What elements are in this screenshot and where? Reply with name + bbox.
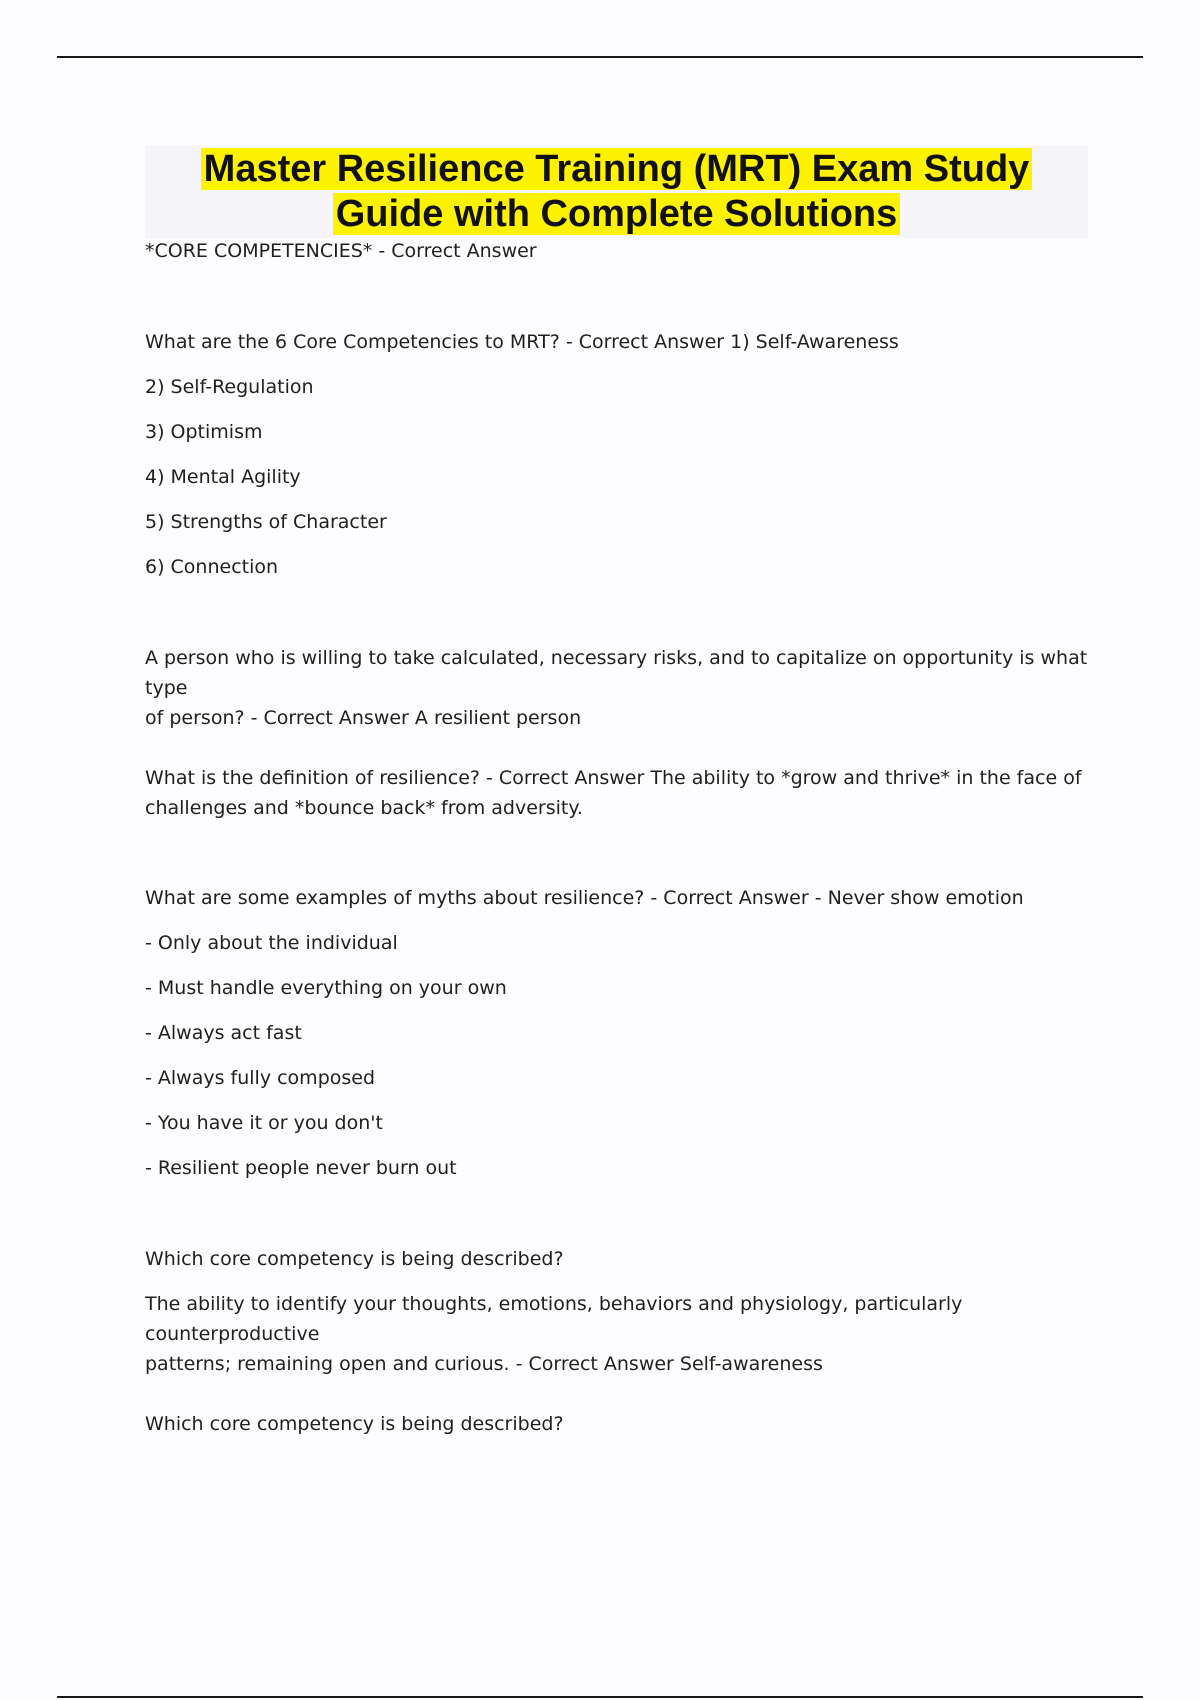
- question-self-awareness: [145, 1289, 1090, 1375]
- question-line: of person? - Correct Answer A resilient person: [145, 707, 582, 729]
- question-line: The ability to identify your thoughts, emotions, behaviors and physiology, particularly counterproductive: [145, 1293, 963, 1345]
- section-header: *CORE COMPETENCIES* - Correct Answer: [145, 240, 537, 262]
- question-line: challenges and *bounce back* from adversity.: [145, 797, 583, 819]
- header-rule: [57, 56, 1143, 58]
- list-item: - You have it or you don't: [145, 1112, 383, 1134]
- page-title: [145, 146, 1088, 237]
- list-item: 5) Strengths of Character: [145, 511, 387, 533]
- question-resilient-person: [145, 643, 1090, 729]
- title-line-1: Master Resilience Training (MRT) Exam Study: [201, 148, 1033, 190]
- question-prompt: Which core competency is being described?: [145, 1248, 564, 1270]
- list-item: 3) Optimism: [145, 421, 263, 443]
- question-line: A person who is willing to take calculated, necessary risks, and to capitalize on opportunity is what type: [145, 647, 1088, 699]
- title-line-2: Guide with Complete Solutions: [333, 193, 901, 235]
- question-line: What is the definition of resilience? - Correct Answer The ability to *grow and thrive* in the face of: [145, 767, 1082, 789]
- question-definition-resilience: [145, 763, 1090, 837]
- list-item: 6) Connection: [145, 556, 279, 578]
- list-item: 4) Mental Agility: [145, 466, 301, 488]
- footer-rule: [57, 1696, 1143, 1698]
- question-core-competencies: What are the 6 Core Competencies to MRT? - Correct Answer 1) Self-Awareness: [145, 331, 899, 353]
- question-line: patterns; remaining open and curious. - Correct Answer Self-awareness: [145, 1353, 823, 1375]
- list-item: - Always act fast: [145, 1022, 302, 1044]
- question-prompt: Which core competency is being described?: [145, 1413, 564, 1435]
- list-item: - Resilient people never burn out: [145, 1157, 457, 1179]
- list-item: 2) Self-Regulation: [145, 376, 314, 398]
- question-myths: What are some examples of myths about resilience? - Correct Answer - Never show emotion: [145, 887, 1024, 909]
- list-item: - Only about the individual: [145, 932, 398, 954]
- document-body: [145, 236, 1090, 1454]
- title-block: [145, 146, 1088, 238]
- list-item: - Must handle everything on your own: [145, 977, 507, 999]
- list-item: - Always fully composed: [145, 1067, 376, 1089]
